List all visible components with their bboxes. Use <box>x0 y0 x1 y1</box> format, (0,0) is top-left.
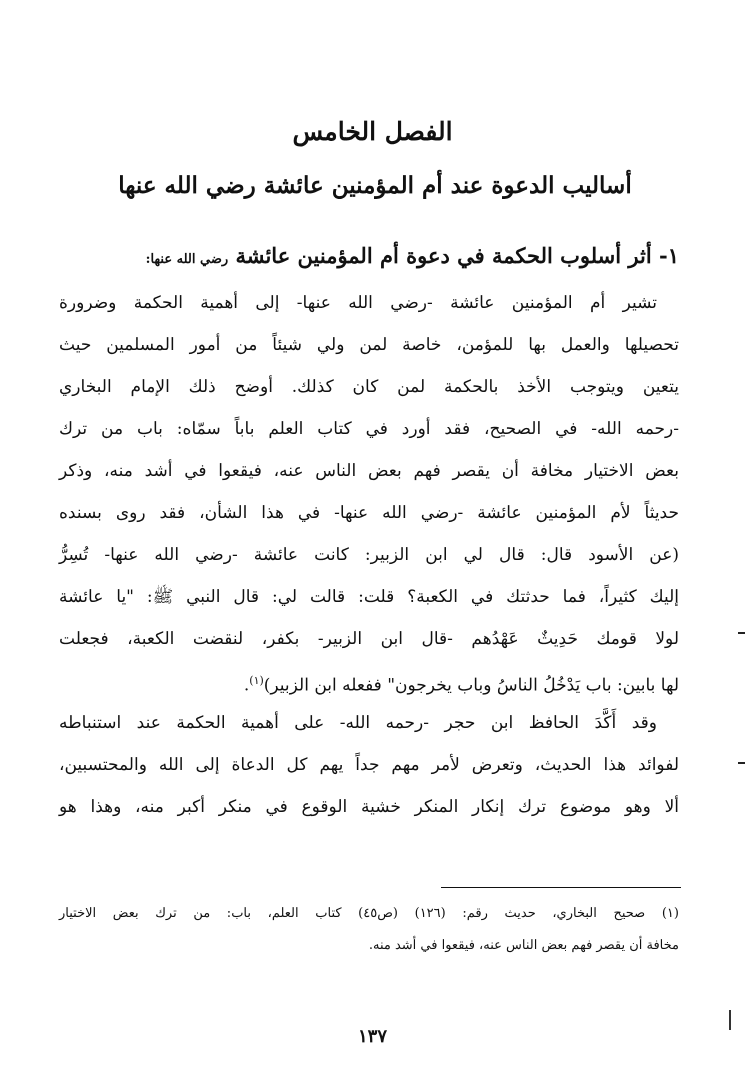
body-line: يتعين ويتوجب الأخذ بالحكمة لمن كان كذلك. أوضح ذلك الإمام البخاري <box>59 377 679 397</box>
chapter-title: الفصل الخامس <box>292 117 453 146</box>
scan-corner-mark <box>729 1010 731 1030</box>
body-line: لفوائد هذا الحديث، وتعرض لأمر مهم جداً يهم كل الدعاة إلى الله والمحتسبين، <box>59 755 679 775</box>
scan-edge-mark <box>738 762 745 764</box>
body-line-with-footnote: لها بابين: باب يَدْخُلُ الناسُ وباب يخرجون" ففعله ابن الزبير)$^{(١)}$. <box>243 674 679 696</box>
body-line: بعض الاختيار مخافة أن يقصر فهم بعض الناس عنه، فيقعوا في أشد منه، وذكر <box>59 461 679 481</box>
body-line: تشير أم المؤمنين عائشة -رضي الله عنها- إلى أهمية الحكمة وضرورة <box>59 293 657 313</box>
body-line: (عن الأسود قال: قال لي ابن الزبير: كانت عائشة -رضي الله عنها- تُسِرُّ <box>59 545 679 565</box>
scan-edge-mark <box>738 632 745 634</box>
section-heading-text: ١- أثر أسلوب الحكمة في دعوة أم المؤمنين عائشة <box>235 243 679 268</box>
body-line-text: لها بابين: باب يَدْخُلُ الناسُ وباب يخرجون" ففعله ابن الزبير) <box>263 675 679 696</box>
body-line: إليك كثيراً، فما حدثتك في الكعبة؟ قلت: قالت لي: قال النبي ﷺ: "يا عائشة <box>59 587 679 607</box>
body-line: وقد أَكَّدَ الحافظ ابن حجر -رحمه الله- على أهمية الحكمة عند استنباطه <box>59 713 657 733</box>
section-heading-honorific: رضي الله عنها: <box>145 252 229 267</box>
body-line: لولا قومك حَدِيثٌ عَهْدُهم -قال ابن الزبير- بكفر، لنقضت الكعبة، فجعلت <box>59 629 679 649</box>
footnote-line: (١) صحيح البخاري، حديث رقم: (١٢٦) (ص٤٥) كتاب العلم، باب: من ترك بعض الاختيار <box>59 906 679 921</box>
footnote-separator <box>441 887 681 888</box>
section-heading <box>59 238 679 278</box>
footnote-reference: (١) <box>249 674 264 687</box>
body-line: حديثاً لأم المؤمنين عائشة -رضي الله عنها- في هذا الشأن، فقد روى بسنده <box>59 503 679 523</box>
body-text <box>59 282 679 828</box>
footnote-line: مخافة أن يقصر فهم بعض الناس عنه، فيقعوا في أشد منه. <box>368 938 679 953</box>
body-line: ألا وهو موضوع ترك إنكار المنكر خشية الوقوع في منكر أكبر منه، وهذا هو <box>59 797 679 817</box>
body-line: تحصيلها والعمل بها للمؤمن، خاصة لمن ولي شيئاً من أمور المسلمين حيث <box>59 335 679 355</box>
chapter-subtitle: أساليب الدعوة عند أم المؤمنين عائشة رضي الله عنها <box>118 172 632 199</box>
body-line: -رحمه الله- في الصحيح، فقد أورد في كتاب العلم باباً سمّاه: باب من ترك <box>59 419 679 439</box>
page-number: ١٣٧ <box>357 1026 387 1047</box>
footnotes <box>59 898 679 962</box>
